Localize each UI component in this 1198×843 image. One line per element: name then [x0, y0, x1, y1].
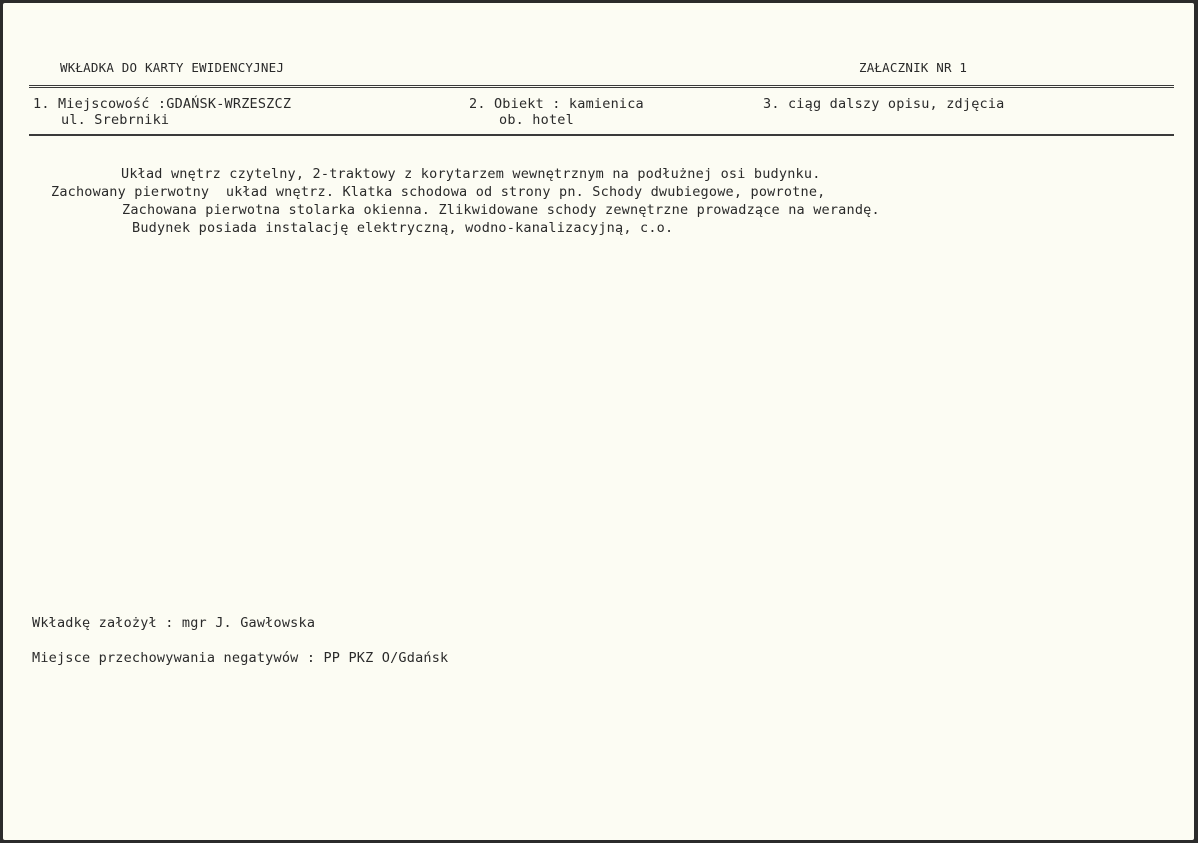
object-field: 2. Obiekt : kamienica: [469, 96, 644, 112]
header-divider: [29, 85, 1174, 91]
document-title: WKŁADKA DO KARTY EWIDENCYJNEJ: [60, 60, 285, 75]
negatives-location-line: Miejsce przechowywania negatywów : PP PKZ O/Gdańsk: [32, 650, 449, 666]
description-line: Zachowana pierwotna stolarka okienna. Zlikwidowane schody zewnętrzne prowadzące na werandę.: [122, 202, 880, 218]
description-line: Budynek posiada instalację elektryczną, wodno-kanalizacyjną, c.o.: [132, 220, 674, 236]
object-use-field: ob. hotel: [499, 112, 574, 128]
annex-number: ZAŁACZNIK NR 1: [859, 60, 968, 75]
street-field: ul. Srebrniki: [61, 112, 170, 128]
location-field: 1. Miejscowość :GDAŃSK-WRZESZCZ: [33, 96, 292, 112]
continuation-field: 3. ciąg dalszy opisu, zdjęcia: [763, 96, 1005, 112]
description-line: Zachowany pierwotny układ wnętrz. Klatka schodowa od strony pn. Schody dwubiegowe, powrotne,: [51, 184, 826, 200]
record-card-insert: [3, 3, 1194, 840]
author-line: Wkładkę założył : mgr J. Gawłowska: [32, 615, 316, 631]
fields-divider: [29, 134, 1174, 136]
description-line: Układ wnętrz czytelny, 2-traktowy z korytarzem wewnętrznym na podłużnej osi budynku.: [121, 166, 821, 182]
